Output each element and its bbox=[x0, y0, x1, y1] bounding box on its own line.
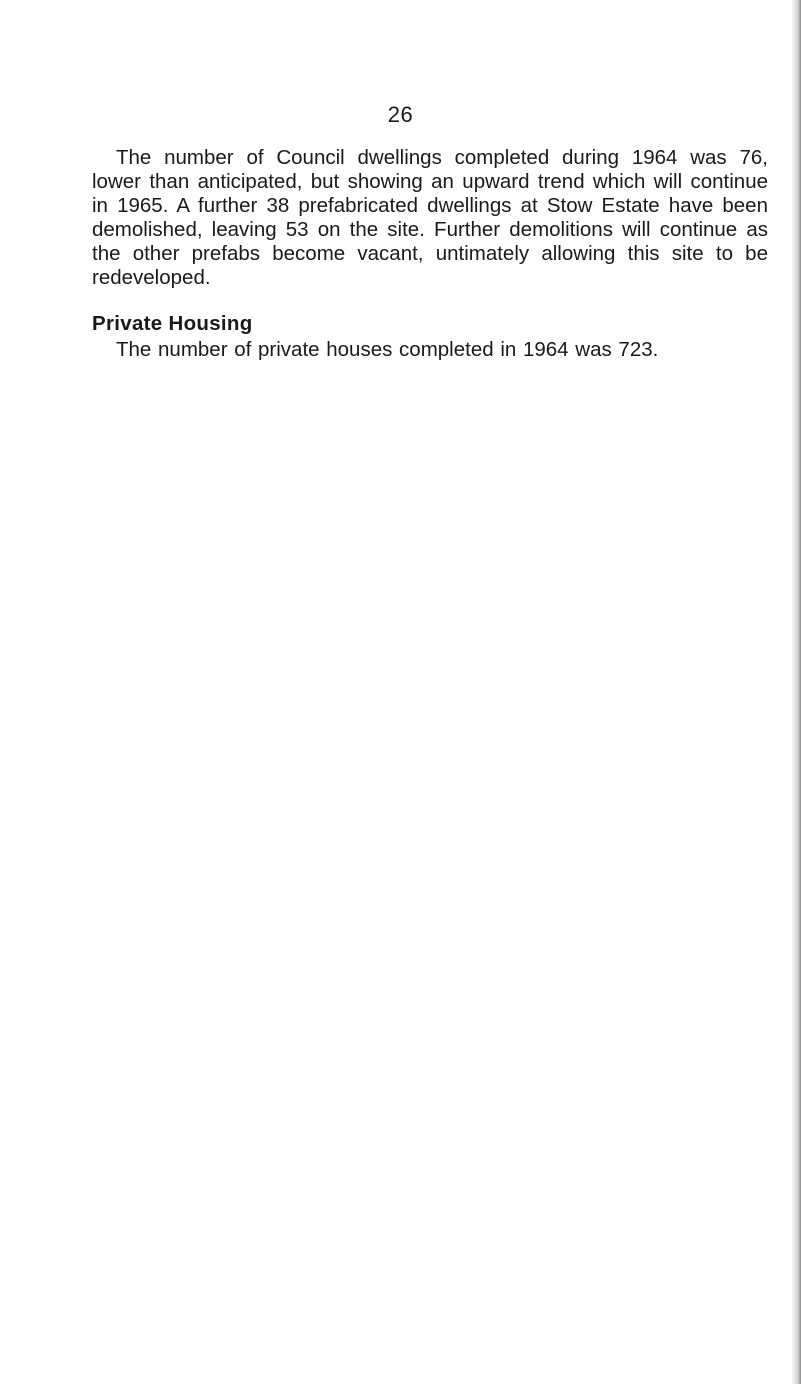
page-edge-shadow bbox=[791, 0, 801, 1384]
council-housing-paragraph: The number of Council dwellings completed during 1964 was 76, lower than anticipated, but showing an upward trend which will continue in 1965. A further 38 prefabricated dwellings at Stow Estate have been demolished, leaving 53 on the site. Further demolitions will continue as the other prefabs become vacant, untimately allowing this site to be redeveloped. bbox=[92, 146, 768, 289]
document-body bbox=[92, 146, 768, 362]
page-number: 26 bbox=[387, 102, 414, 127]
private-housing-paragraph: The number of private houses completed in 1964 was 723. bbox=[116, 338, 659, 361]
private-housing-heading: Private Housing bbox=[92, 312, 253, 335]
